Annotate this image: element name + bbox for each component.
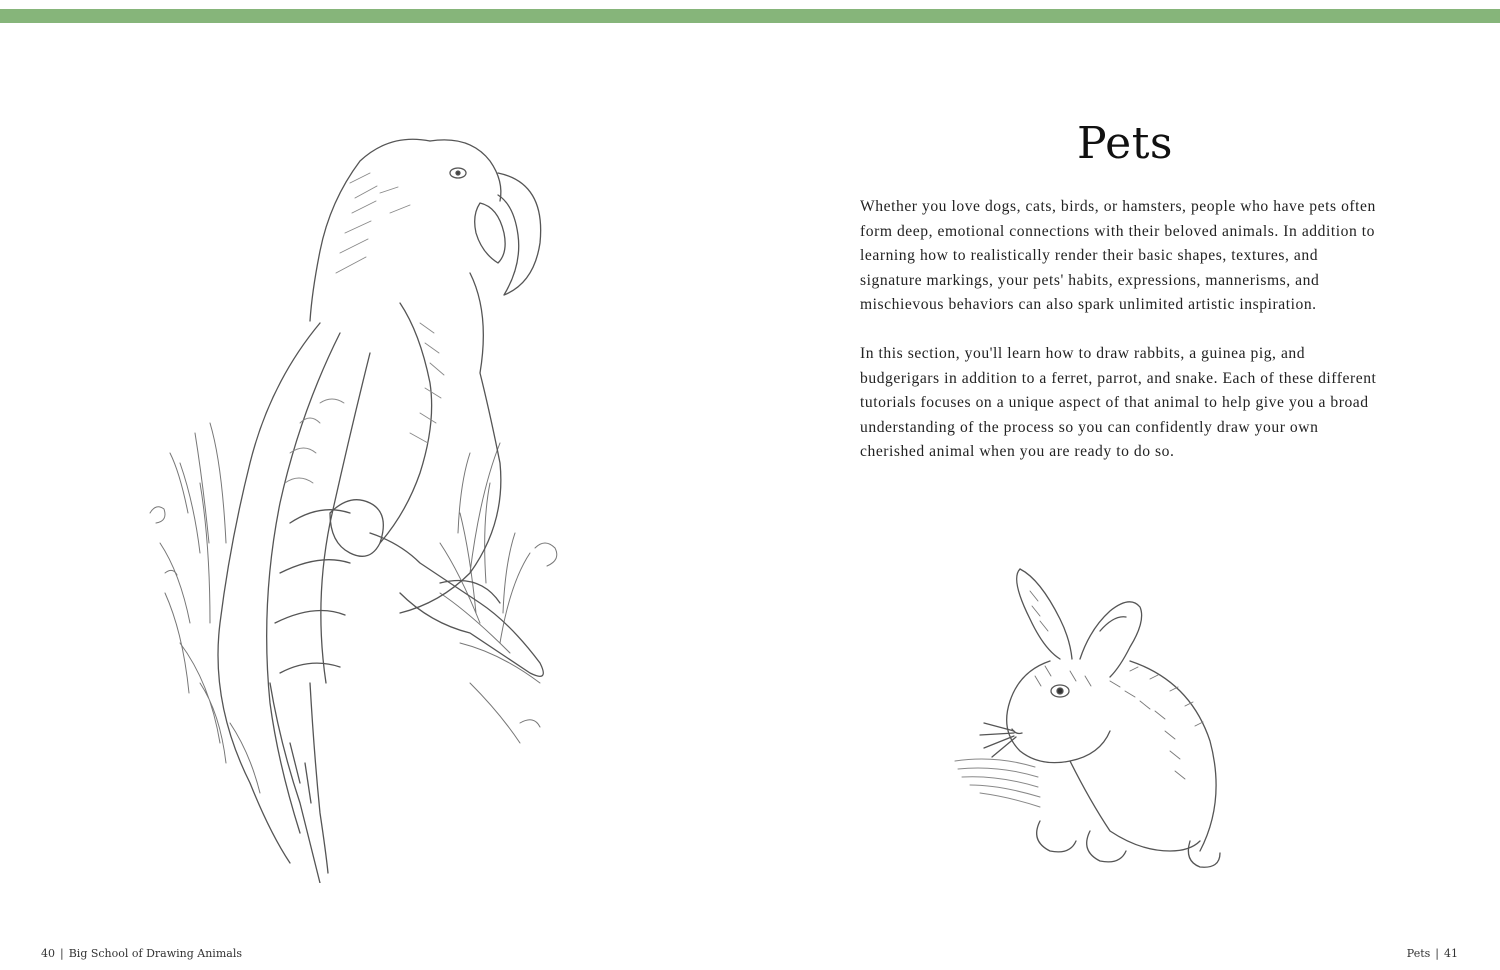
rabbit-sketch (950, 561, 1260, 881)
page-number-left: 40 (41, 947, 55, 960)
page-number-right: 41 (1444, 947, 1458, 960)
page-title: Pets (1077, 118, 1173, 169)
top-color-band (0, 9, 1500, 23)
left-page (0, 23, 750, 970)
footer-left (41, 947, 242, 960)
right-page (750, 23, 1500, 970)
footer-right (1407, 947, 1458, 960)
paragraph-intro: Whether you love dogs, cats, birds, or hamsters, people who have pets often form deep, emotional connections with their beloved animals. In addition to learning how to realistically render their basic shapes, textures, and signature markings, your pets' habits, expressions, mannerisms, and mischievous behaviors can also spark unlimited artistic inspiration. (860, 198, 1376, 313)
footer-separator: | (1435, 947, 1439, 960)
parrot-sketch (140, 123, 580, 883)
book-title: Big School of Drawing Animals (68, 947, 242, 960)
body-text (860, 195, 1380, 489)
footer-separator: | (60, 947, 64, 960)
section-name: Pets (1406, 947, 1431, 960)
paragraph-section: In this section, you'll learn how to draw rabbits, a guinea pig, and budgerigars in addition to a ferret, parrot, and snake. Each of these different tutorials focuses on a unique aspect of that animal to help give you a broad understanding of the process so you can confidently draw your own cherished animal when you are ready to do so. (860, 345, 1377, 460)
